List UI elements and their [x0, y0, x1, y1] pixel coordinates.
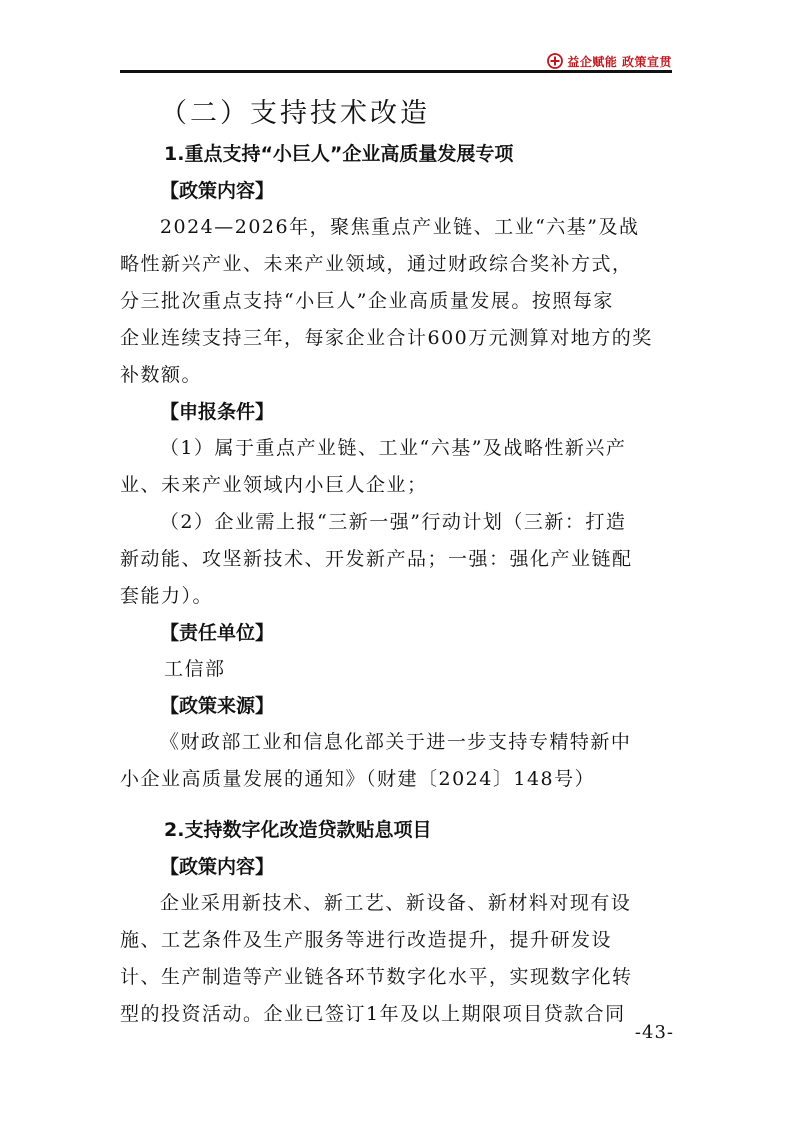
page-content — [120, 92, 672, 1033]
brand-emblem-icon — [547, 53, 563, 69]
section-title: （二）支持技术改造 — [160, 98, 430, 129]
text-line: （1）属于重点产业链、工业“六基”及战略性新兴产 — [159, 437, 627, 459]
item1-condition-2 — [120, 504, 672, 615]
page-header — [0, 0, 794, 80]
item2-content — [120, 885, 672, 1033]
text-line: 补数额。 — [120, 364, 203, 386]
item1-condition-1 — [120, 430, 672, 504]
text-line: 2024—2026年，聚焦重点产业链、工业“六基”及战 — [159, 216, 640, 238]
item1-unit: 工信部 — [164, 658, 226, 680]
page-number: -43- — [634, 1022, 674, 1043]
item1-source-label: 【政策来源】 — [160, 695, 275, 717]
text-line: 企业连续支持三年，每家企业合计600万元测算对地方的奖 — [120, 327, 653, 349]
item1-condition-label: 【申报条件】 — [160, 401, 275, 423]
text-line: 略性新兴产业、未来产业领域，通过财政综合奖补方式， — [120, 253, 633, 275]
item2-content-label: 【政策内容】 — [160, 856, 275, 878]
item1-unit-label: 【责任单位】 — [160, 622, 275, 644]
item2-title: 2.支持数字化改造贷款贴息项目 — [164, 819, 432, 841]
item1-source — [120, 724, 672, 798]
text-line: 小企业高质量发展的通知》（财建〔2024〕148号） — [120, 768, 596, 790]
brand-logo — [547, 52, 672, 70]
text-line: 计、生产制造等产业链各环节数字化水平，实现数字化转 — [120, 966, 633, 988]
text-line: 型的投资活动。企业已签订1年及以上期限项目贷款合同 — [120, 1003, 626, 1025]
item1-content-label: 【政策内容】 — [160, 180, 275, 202]
text-line: 企业采用新技术、新工艺、新设备、新材料对现有设 — [159, 892, 632, 914]
brand-text: 益企赋能 政策宣贯 — [567, 54, 672, 69]
text-line: 分三批次重点支持“小巨人”企业高质量发展。按照每家 — [120, 290, 614, 312]
item1-title: 1.重点支持“小巨人”企业高质量发展专项 — [164, 143, 514, 165]
text-line: 施、工艺条件及生产服务等进行改造提升，提升研发设 — [120, 929, 613, 951]
text-line: 套能力）。 — [120, 585, 214, 607]
text-line: 新动能、攻坚新技术、开发新产品；一强：强化产业链配 — [120, 548, 633, 570]
text-line: （2）企业需上报“三新一强”行动计划（三新：打造 — [159, 511, 627, 533]
header-divider — [120, 70, 672, 73]
text-line: 业、未来产业领域内小巨人企业； — [120, 474, 428, 496]
text-line: 《财政部工业和信息化部关于进一步支持专精特新中 — [159, 731, 632, 753]
item1-content — [120, 209, 672, 394]
